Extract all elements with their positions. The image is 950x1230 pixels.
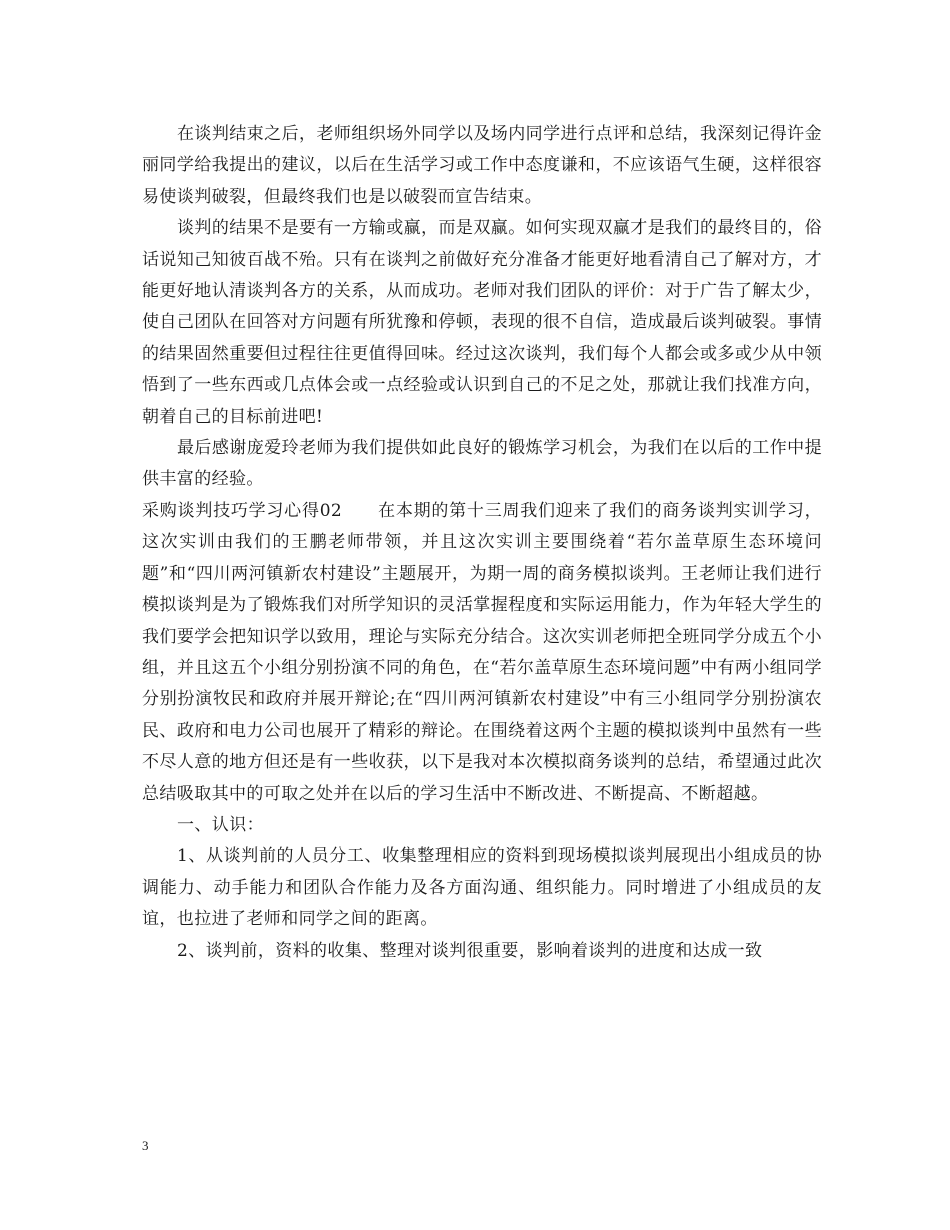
paragraph-point-1: 1、从谈判前的人员分工、收集整理相应的资料到现场模拟谈判展现出小组成员的协调能力、动手能力和团队合作能力及各方面沟通、组织能力。同时增进了小组成员的友谊，也拉进了老师和同学之间的距离。 <box>142 846 822 930</box>
paragraph-win-win: 谈判的结果不是要有一方输或赢，而是双赢。如何实现双赢才是我们的最终目的，俗话说知己知彼百战不殆。只有在谈判之前做好充分准备才能更好地看清自己了解对方，才能更好地认清谈判各方的关系，从而成功。老师对我们团队的评价：对于广告了解太少，使自己团队在回答对方问题有所犹豫和停顿，表现的很不自信，造成最后谈判破裂。事情的结果固然重要但过程往往更值得回味。经过这次谈判，我们每个人都会或多或少从中领悟到了一些东西或几点体会或一点经验或认识到自己的不足之处，那就让我们找准方向，朝着自己的目标前进吧! <box>142 218 822 427</box>
page-number: 3 <box>142 1138 149 1153</box>
paragraph-section-02: 采购谈判技巧学习心得02 在本期的第十三周我们迎来了我们的商务谈判实训学习，这次实训由我们的王鹏老师带领，并且这次实训主要围绕着“若尔盖草原生态环境问题”和“四川两河镇新农村建设”主题展开，为期一周的商务模拟谈判。王老师让我们进行模拟谈判是为了锻炼我们对所学知识的灵活掌握程度和实际运用能力，作为年轻大学生的我们要学会把知识学以致用，理论与实际充分结合。这次实训老师把全班同学分成五个小组，并且这五个小组分别扮演不同的角色，在“若尔盖草原生态环境问题”中有两小组同学分别扮演牧民和政府并展开辩论;在“四川两河镇新农村建设”中有三小组同学分别扮演农民、政府和电力公司也展开了精彩的辩论。在围绕着这两个主题的模拟谈判中虽然有一些不尽人意的地方但还是有一些收获，以下是我对本次模拟商务谈判的总结，希望通过此次总结吸取其中的可取之处并在以后的学习生活中不断改进、不断提高、不断超越。 <box>142 500 822 804</box>
paragraph-thanks: 最后感谢庞爱玲老师为我们提供如此良好的锻炼学习机会，为我们在以后的工作中提供丰富的经验。 <box>142 438 822 490</box>
document-body <box>142 119 822 967</box>
paragraph-summary: 在谈判结束之后，老师组织场外同学以及场内同学进行点评和总结，我深刻记得许金丽同学给我提出的建议，以后在生活学习或工作中态度谦和，不应该语气生硬，这样很容易使谈判破裂，但最终我们也是以破裂而宣告结束。 <box>142 124 822 207</box>
paragraph-point-2: 2、谈判前，资料的收集、整理对谈判很重要，影响着谈判的进度和达成一致 <box>177 940 763 961</box>
paragraph-heading-recognition: 一、认识： <box>177 814 264 835</box>
